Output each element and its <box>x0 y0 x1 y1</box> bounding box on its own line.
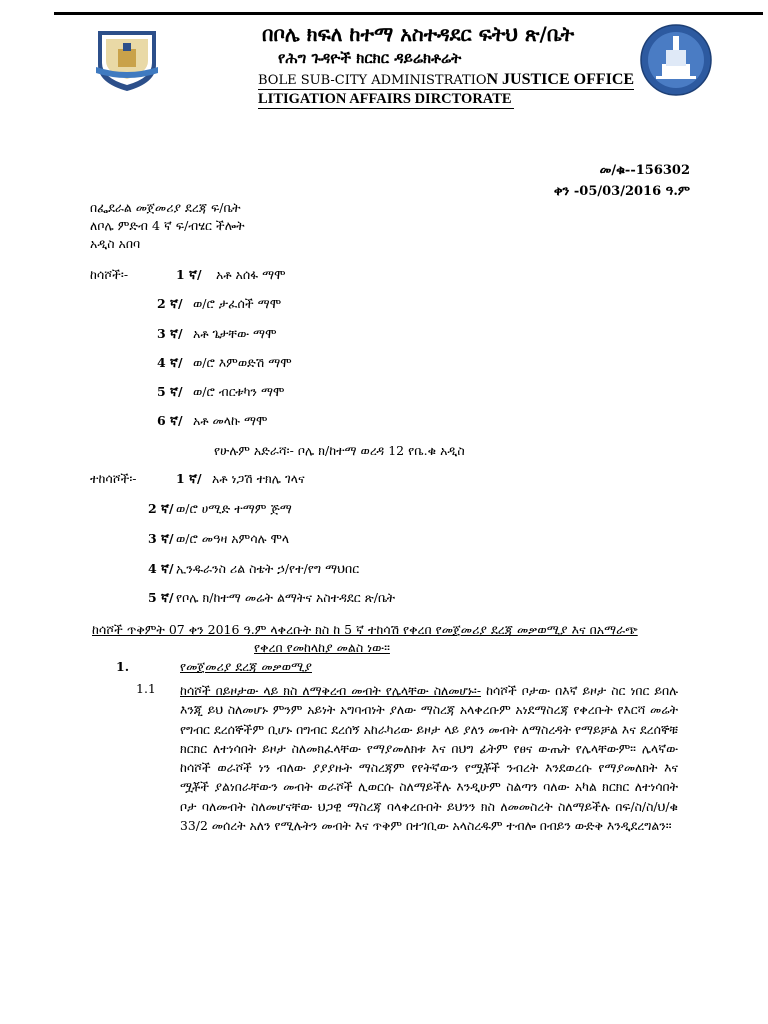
plaintiff-num: 5 ኛ/ <box>157 384 183 399</box>
defendant-name: ኢንዱራንስ ሪል ስቴት ኃ/የተ/የግ ማህበር <box>176 561 360 576</box>
defendant-num: 3 ኛ/ <box>148 531 174 546</box>
defendant-name: ወ/ሮ ሀሚድ ተማም ጅማ <box>176 501 292 516</box>
plaintiff-name: አቶ መላኩ ማሞ <box>193 413 268 428</box>
addressee-city: አዲስ አበባ <box>90 236 141 251</box>
defendant-name: የቦሌ ክ/ከተማ መሬት ልማትና አስተዳደር ጽ/ቤት <box>176 590 396 605</box>
defendants-label: ተከሳሾች፡- <box>90 471 137 486</box>
plaintiff-num: 4 ኛ/ <box>157 355 183 370</box>
plaintiffs-label: ከሳሾች፡- <box>90 267 129 282</box>
header-subtitle-english: LITIGATION AFFAIRS DIRCTORATE <box>258 91 512 107</box>
defendant-num: 5 ኛ/ <box>148 590 174 605</box>
subsection-title: ከሳሾች በይዞታው ላይ ክስ ለማቅረብ መብት የሌላቸው ስለመሆኑ፡- <box>180 683 482 698</box>
defendant-num: 1 ኛ/ <box>176 471 202 486</box>
plaintiff-num: 2 ኛ/ <box>157 296 183 311</box>
plaintiff-num: 1 ኛ/ <box>176 267 202 282</box>
plaintiff-num: 6 ኛ/ <box>157 413 183 428</box>
plaintiff-name: ወ/ሮ ታፈሰች ማሞ <box>193 296 282 311</box>
plaintiff-name: ወ/ሮ ብርቱካን ማሞ <box>193 384 285 399</box>
reference-date: ቀን -05/03/2016 ዓ.ም <box>553 184 690 199</box>
addressee-bench: ለቦሌ ምድብ 4 ኛ ፍ/ብሄር ችሎት <box>90 218 245 233</box>
defendant-num: 2 ኛ/ <box>148 501 174 516</box>
plaintiff-name: ወ/ሮ እምወድሽ ማሞ <box>193 355 292 370</box>
plaintiff-name: አቶ አሰፋ ማሞ <box>216 267 286 282</box>
header-title-english-prefix: BOLE SUB-CITY ADMINISTRATIO <box>258 73 487 88</box>
subject-line-1: ከሳሾች ጥቅምት 07 ቀን 2016 ዓ.ም ላቀረቡት ክስ ከ 5 ኛ ተከሳሽ የቀረበ የመጀመሪያ ደረጃ መቃወሚያ እና በአማራጭ <box>92 622 638 637</box>
section-heading: የመጀመሪያ ደረጃ መቃወሚያ <box>180 659 312 674</box>
plaintiff-num: 3 ኛ/ <box>157 326 183 341</box>
defendant-name: አቶ ነጋሽ ተክሌ ገላና <box>212 471 305 486</box>
header-title-english <box>258 71 634 90</box>
subject-line-2: የቀረበ የመከላከያ መልስ ነው። <box>254 640 390 655</box>
section-number: 1. <box>116 659 130 674</box>
subsection-body <box>180 681 678 835</box>
header-top-rule <box>54 12 763 15</box>
subsection-number: 1.1 <box>136 681 156 696</box>
justice-office-emblem-icon <box>92 27 162 93</box>
defendant-name: ወ/ሮ መዓዛ አምሳሉ ሞላ <box>176 531 290 546</box>
plaintiff-name: አቶ ጌታቸው ማሞ <box>193 326 277 341</box>
reference-number: መ/ቁ--156302 <box>599 163 690 178</box>
addressee-court: በፌደራል መጀመሪያ ደረጃ ፍ/ቤት <box>90 200 241 215</box>
subsection-text: ከሳሾች ቦታው በእኛ ይዞታ ስር ነበር ይበሉ እንጂ ይህ ስለመሆኑ ምንም አይነት አግባብነት ያለው ማስረጃ አላቀረቡም አነደማስረጃ የቀረቡት የእርሻ መሬት የግብር ደረሰኞችም ቢሆኑ በግብር ደረሰኝ አከራካሪው ይዞታ ላይ ያለን መብት ለማስረዳት የማይቻል እና ደረሰኞቹ ክርክር ለተነሳበት ይዞታ ስለመክፈላቸው የማያመለክቱ እና በህግ ፊትም የፀና ውጤት የሌላቸውም። ሌላኛው ከሳሾች ወራሾች ነን ብለው ያያያዙት ማስረጃም የየትኛውን የሟቾች ንብረት እንደወረሱ የማያመለክት እና ሟቾች ያልነበራቸውን መብት ወራሾች ሊወርሱ ስለማይችሉ እንዲሁም ስልጣን ባለው አካል ክርክር ለተነሳበት ቦታ ባለመብት ስለመሆናቸው ህጋዊ ማስረጃ ባላቀረቡበት ይህንን ክስ ለመመስረት ስለማይችሉ በፍ/ስ/ስ/ህ/ቁ 33/2 መሰረት አለን የሚሉትን መብት እና ጥቅም በተገቢው አላስረዱም ተብሎ በብይን ውድቅ እንዲደረግልን። <box>180 683 678 834</box>
city-building-seal-icon <box>640 24 712 96</box>
header-title-english-suffix: N JUSTICE OFFICE <box>486 71 635 88</box>
plaintiffs-address: የሁሉም አድራሻ፡- ቦሌ ክ/ከተማ ወረዳ 12 የቤ.ቁ አዲስ <box>214 443 465 458</box>
header-title-amharic: በቦሌ ክፍለ ከተማ አስተዳደር ፍትህ ጽ/ቤት <box>262 22 575 46</box>
header-subtitle-amharic: የሕግ ጉዳዮች ክርክር ዳይሬክቶሬት <box>278 49 462 67</box>
defendant-num: 4 ኛ/ <box>148 561 174 576</box>
